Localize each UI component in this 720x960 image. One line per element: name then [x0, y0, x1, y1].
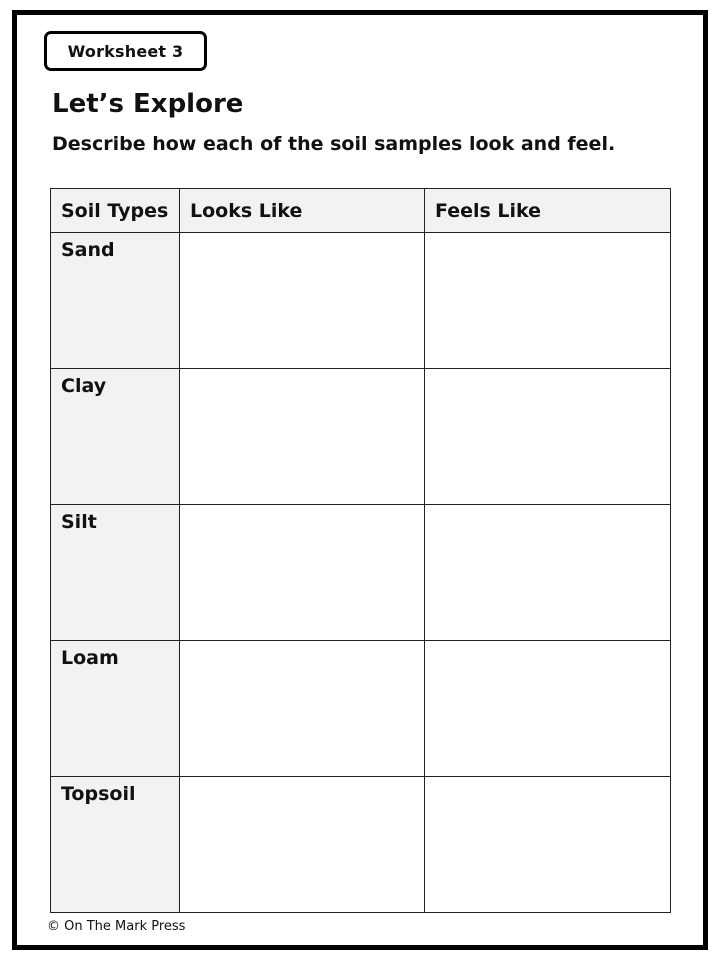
table-row [51, 505, 671, 641]
looks-like-cell[interactable] [180, 641, 425, 777]
table-row [51, 777, 671, 913]
table-row [51, 641, 671, 777]
soil-name-cell: Silt [51, 505, 180, 641]
worksheet-badge: Worksheet 3 [44, 31, 207, 71]
feels-like-cell[interactable] [425, 233, 671, 369]
page-title: Let’s Explore [52, 89, 244, 119]
table-row [51, 233, 671, 369]
looks-like-cell[interactable] [180, 777, 425, 913]
copyright-footer: © On The Mark Press [47, 919, 186, 934]
table-header-row [51, 189, 671, 233]
feels-like-cell[interactable] [425, 777, 671, 913]
soil-name-cell: Topsoil [51, 777, 180, 913]
soil-name-cell: Sand [51, 233, 180, 369]
header-soil-types: Soil Types [51, 189, 180, 233]
header-looks-like: Looks Like [180, 189, 425, 233]
soil-name-cell: Clay [51, 369, 180, 505]
table-row [51, 369, 671, 505]
feels-like-cell[interactable] [425, 369, 671, 505]
looks-like-cell[interactable] [180, 505, 425, 641]
soil-table [50, 188, 671, 913]
header-feels-like: Feels Like [425, 189, 671, 233]
feels-like-cell[interactable] [425, 641, 671, 777]
feels-like-cell[interactable] [425, 505, 671, 641]
worksheet-page [12, 10, 708, 950]
looks-like-cell[interactable] [180, 233, 425, 369]
instructions: Describe how each of the soil samples look and feel. [52, 133, 616, 155]
soil-name-cell: Loam [51, 641, 180, 777]
looks-like-cell[interactable] [180, 369, 425, 505]
